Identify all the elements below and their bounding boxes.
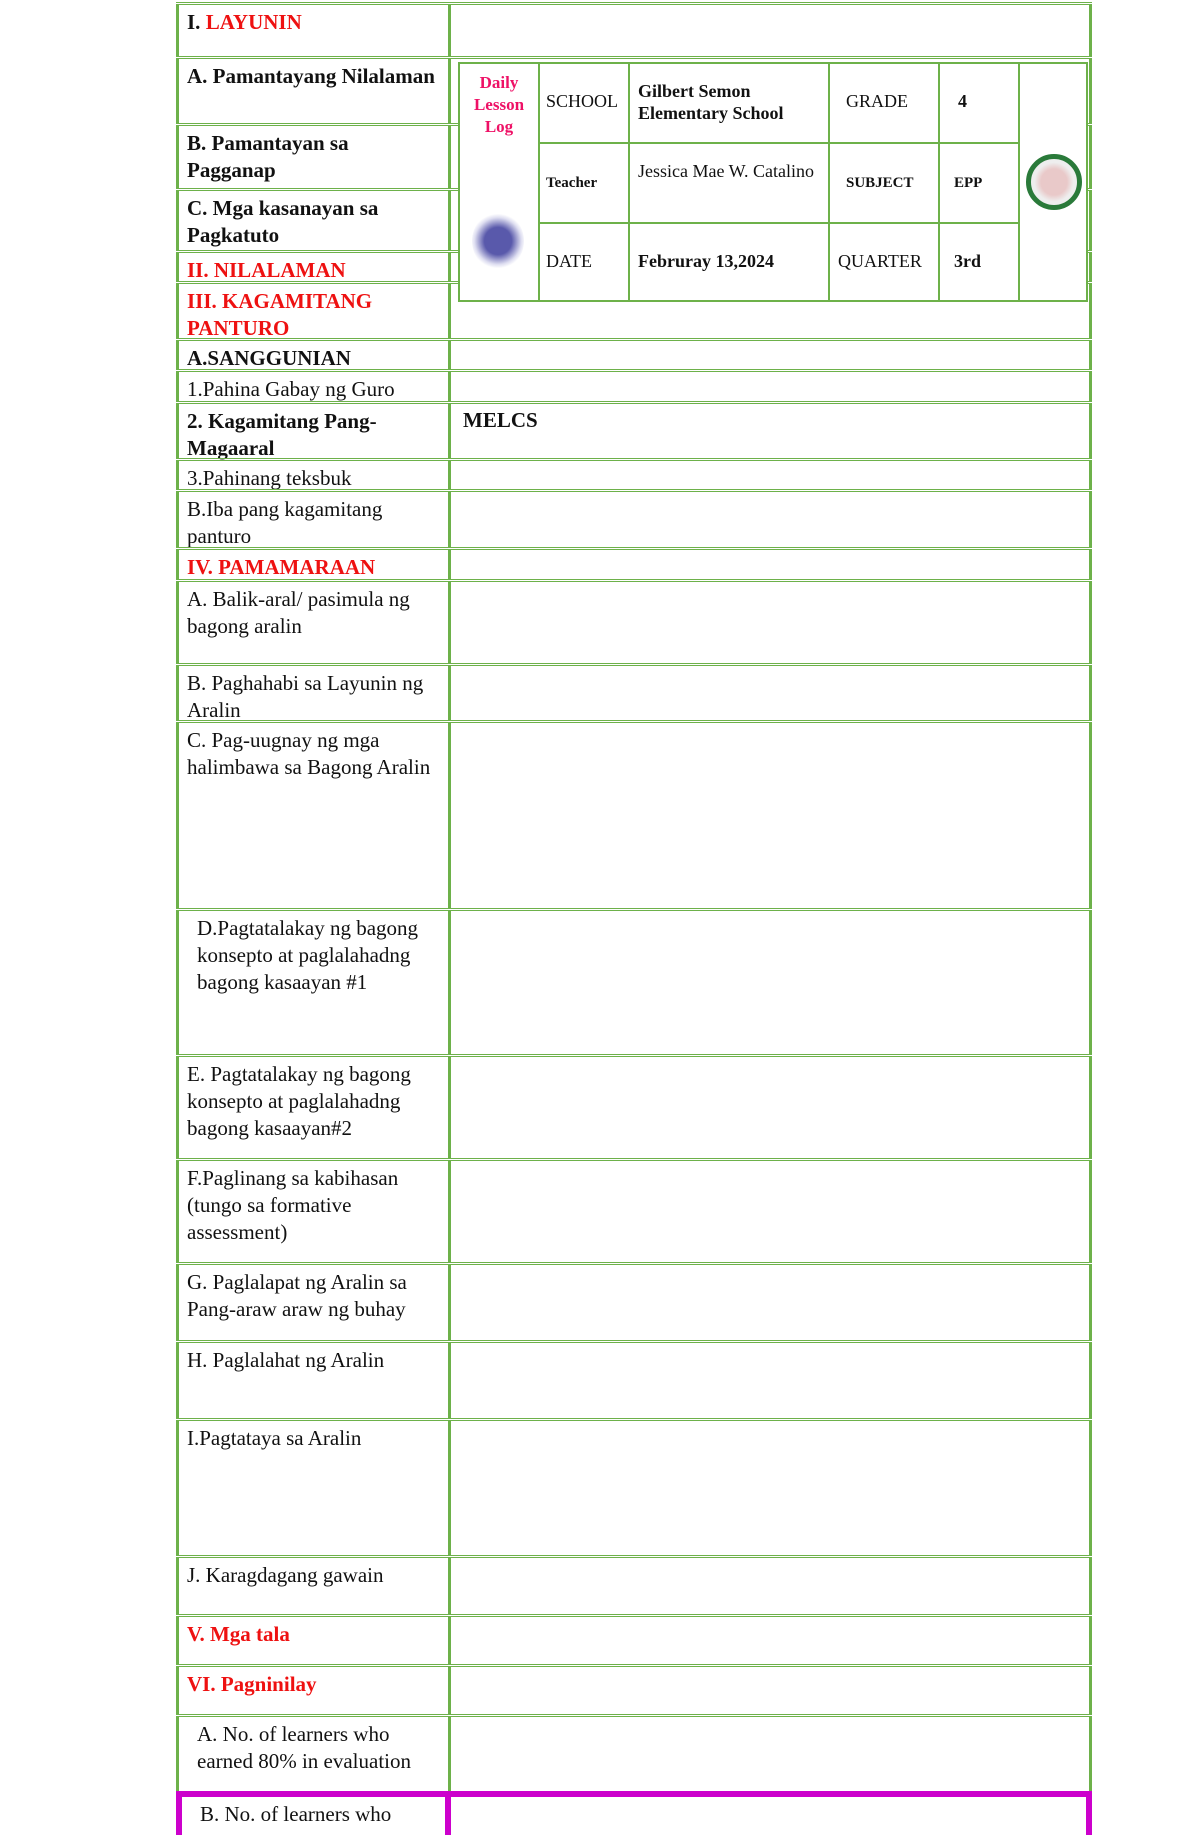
row-label: I. LAYUNIN bbox=[176, 5, 451, 56]
row-value-cell[interactable]: MELCS bbox=[451, 404, 1092, 458]
row-value-cell[interactable] bbox=[451, 582, 1092, 663]
quarter-label: QUARTER bbox=[838, 251, 922, 271]
header-title: Daily Lesson Log bbox=[473, 73, 525, 136]
row-value-cell[interactable] bbox=[451, 1617, 1092, 1664]
school-value: Gilbert Semon Elementary School bbox=[638, 81, 784, 123]
row-value-cell[interactable] bbox=[451, 341, 1092, 369]
row-value-cell[interactable] bbox=[451, 1265, 1092, 1340]
table-row bbox=[176, 458, 1092, 489]
row-label: A. Pamantayang Nilalaman bbox=[176, 59, 451, 123]
row-value-cell[interactable] bbox=[451, 911, 1092, 1054]
row-label: B. No. of learners who bbox=[176, 1797, 451, 1835]
table-row bbox=[176, 1664, 1092, 1714]
row-label: D.Pagtatalakay ng bagong konsepto at paglalahadng bagong kasaayan #1 bbox=[176, 911, 451, 1054]
table-row bbox=[176, 1158, 1092, 1262]
row-label: G. Paglalapat ng Aralin sa Pang-araw araw ng buhay bbox=[176, 1265, 451, 1340]
table-row bbox=[176, 1614, 1092, 1664]
date-label: DATE bbox=[546, 251, 592, 271]
row-value-cell[interactable] bbox=[451, 492, 1092, 547]
row-value-cell[interactable] bbox=[451, 461, 1092, 489]
table-row bbox=[176, 908, 1092, 1054]
table-row bbox=[176, 663, 1092, 720]
row-value-cell[interactable] bbox=[451, 1057, 1092, 1158]
subject-value: EPP bbox=[954, 175, 983, 191]
teacher-value: Jessica Mae W. Catalino bbox=[638, 161, 814, 181]
row-value-cell[interactable] bbox=[451, 723, 1092, 908]
row-value-cell[interactable] bbox=[451, 1421, 1092, 1555]
row-label: 2. Kagamitang Pang-Magaaral bbox=[176, 404, 451, 458]
row-label: IV. PAMAMARAAN bbox=[176, 550, 451, 579]
row-label: B.Iba pang kagamitang panturo bbox=[176, 492, 451, 547]
row-value-cell[interactable] bbox=[451, 1667, 1092, 1714]
school-label: SCHOOL bbox=[546, 91, 619, 111]
school-seal-icon bbox=[1026, 154, 1082, 210]
row-label: J. Karagdagang gawain bbox=[176, 1558, 451, 1614]
row-label: B. Pamantayan sa Pagganap bbox=[176, 126, 451, 188]
table-row bbox=[176, 369, 1092, 401]
table-row bbox=[176, 489, 1092, 547]
row-label: C. Pag-uugnay ng mga halimbawa sa Bagong Aralin bbox=[176, 723, 451, 908]
row-value-cell[interactable] bbox=[451, 5, 1092, 56]
table-row bbox=[176, 1262, 1092, 1340]
row-label: II. NILALAMAN bbox=[176, 253, 451, 281]
grade-value: 4 bbox=[958, 91, 967, 111]
row-label: 1.Pahina Gabay ng Guro bbox=[176, 372, 451, 401]
table-row bbox=[176, 2, 1092, 56]
header-table bbox=[458, 62, 1088, 302]
table-row bbox=[176, 1418, 1092, 1555]
table-row bbox=[176, 1340, 1092, 1418]
table-row bbox=[176, 720, 1092, 908]
row-label: VI. Pagninilay bbox=[176, 1667, 451, 1714]
table-row bbox=[176, 338, 1092, 369]
quarter-value: 3rd bbox=[954, 251, 981, 271]
table-row bbox=[176, 401, 1092, 458]
table-row bbox=[176, 579, 1092, 663]
row-label: A. Balik-aral/ pasimula ng bagong aralin bbox=[176, 582, 451, 663]
row-label: H. Paglalahat ng Aralin bbox=[176, 1343, 451, 1418]
row-value-cell[interactable] bbox=[451, 1797, 1092, 1835]
row-label: 3.Pahinang teksbuk bbox=[176, 461, 451, 489]
grade-label: GRADE bbox=[846, 91, 908, 111]
row-label: A.SANGGUNIAN bbox=[176, 341, 451, 369]
table-row bbox=[176, 1555, 1092, 1614]
row-label: V. Mga tala bbox=[176, 1617, 451, 1664]
row-value-cell[interactable] bbox=[451, 550, 1092, 579]
row-label: E. Pagtatalakay ng bagong konsepto at paglalahadng bagong kasaayan#2 bbox=[176, 1057, 451, 1158]
table-row bbox=[176, 1714, 1092, 1791]
row-label: C. Mga kasanayan sa Pagkatuto bbox=[176, 191, 451, 250]
row-label: B. Paghahabi sa Layunin ng Aralin bbox=[176, 666, 451, 720]
table-row bbox=[176, 547, 1092, 579]
deped-logo-icon bbox=[472, 212, 524, 270]
row-label: III. KAGAMITANG PANTURO bbox=[176, 284, 451, 338]
subject-label: SUBJECT bbox=[846, 175, 914, 191]
table-row bbox=[176, 1791, 1092, 1835]
date-value: Februray 13,2024 bbox=[638, 251, 774, 271]
row-value-cell[interactable] bbox=[451, 1343, 1092, 1418]
row-label: I.Pagtataya sa Aralin bbox=[176, 1421, 451, 1555]
row-value-cell[interactable] bbox=[451, 1161, 1092, 1262]
teacher-label: Teacher bbox=[546, 175, 598, 191]
row-label: A. No. of learners who earned 80% in evaluation bbox=[176, 1717, 451, 1791]
row-label: F.Paglinang sa kabihasan (tungo sa formative assessment) bbox=[176, 1161, 451, 1262]
row-value-cell[interactable] bbox=[451, 372, 1092, 401]
table-row bbox=[176, 1054, 1092, 1158]
row-value-cell[interactable] bbox=[451, 1558, 1092, 1614]
row-value-cell[interactable] bbox=[451, 1717, 1092, 1791]
row-value-cell[interactable] bbox=[451, 666, 1092, 720]
